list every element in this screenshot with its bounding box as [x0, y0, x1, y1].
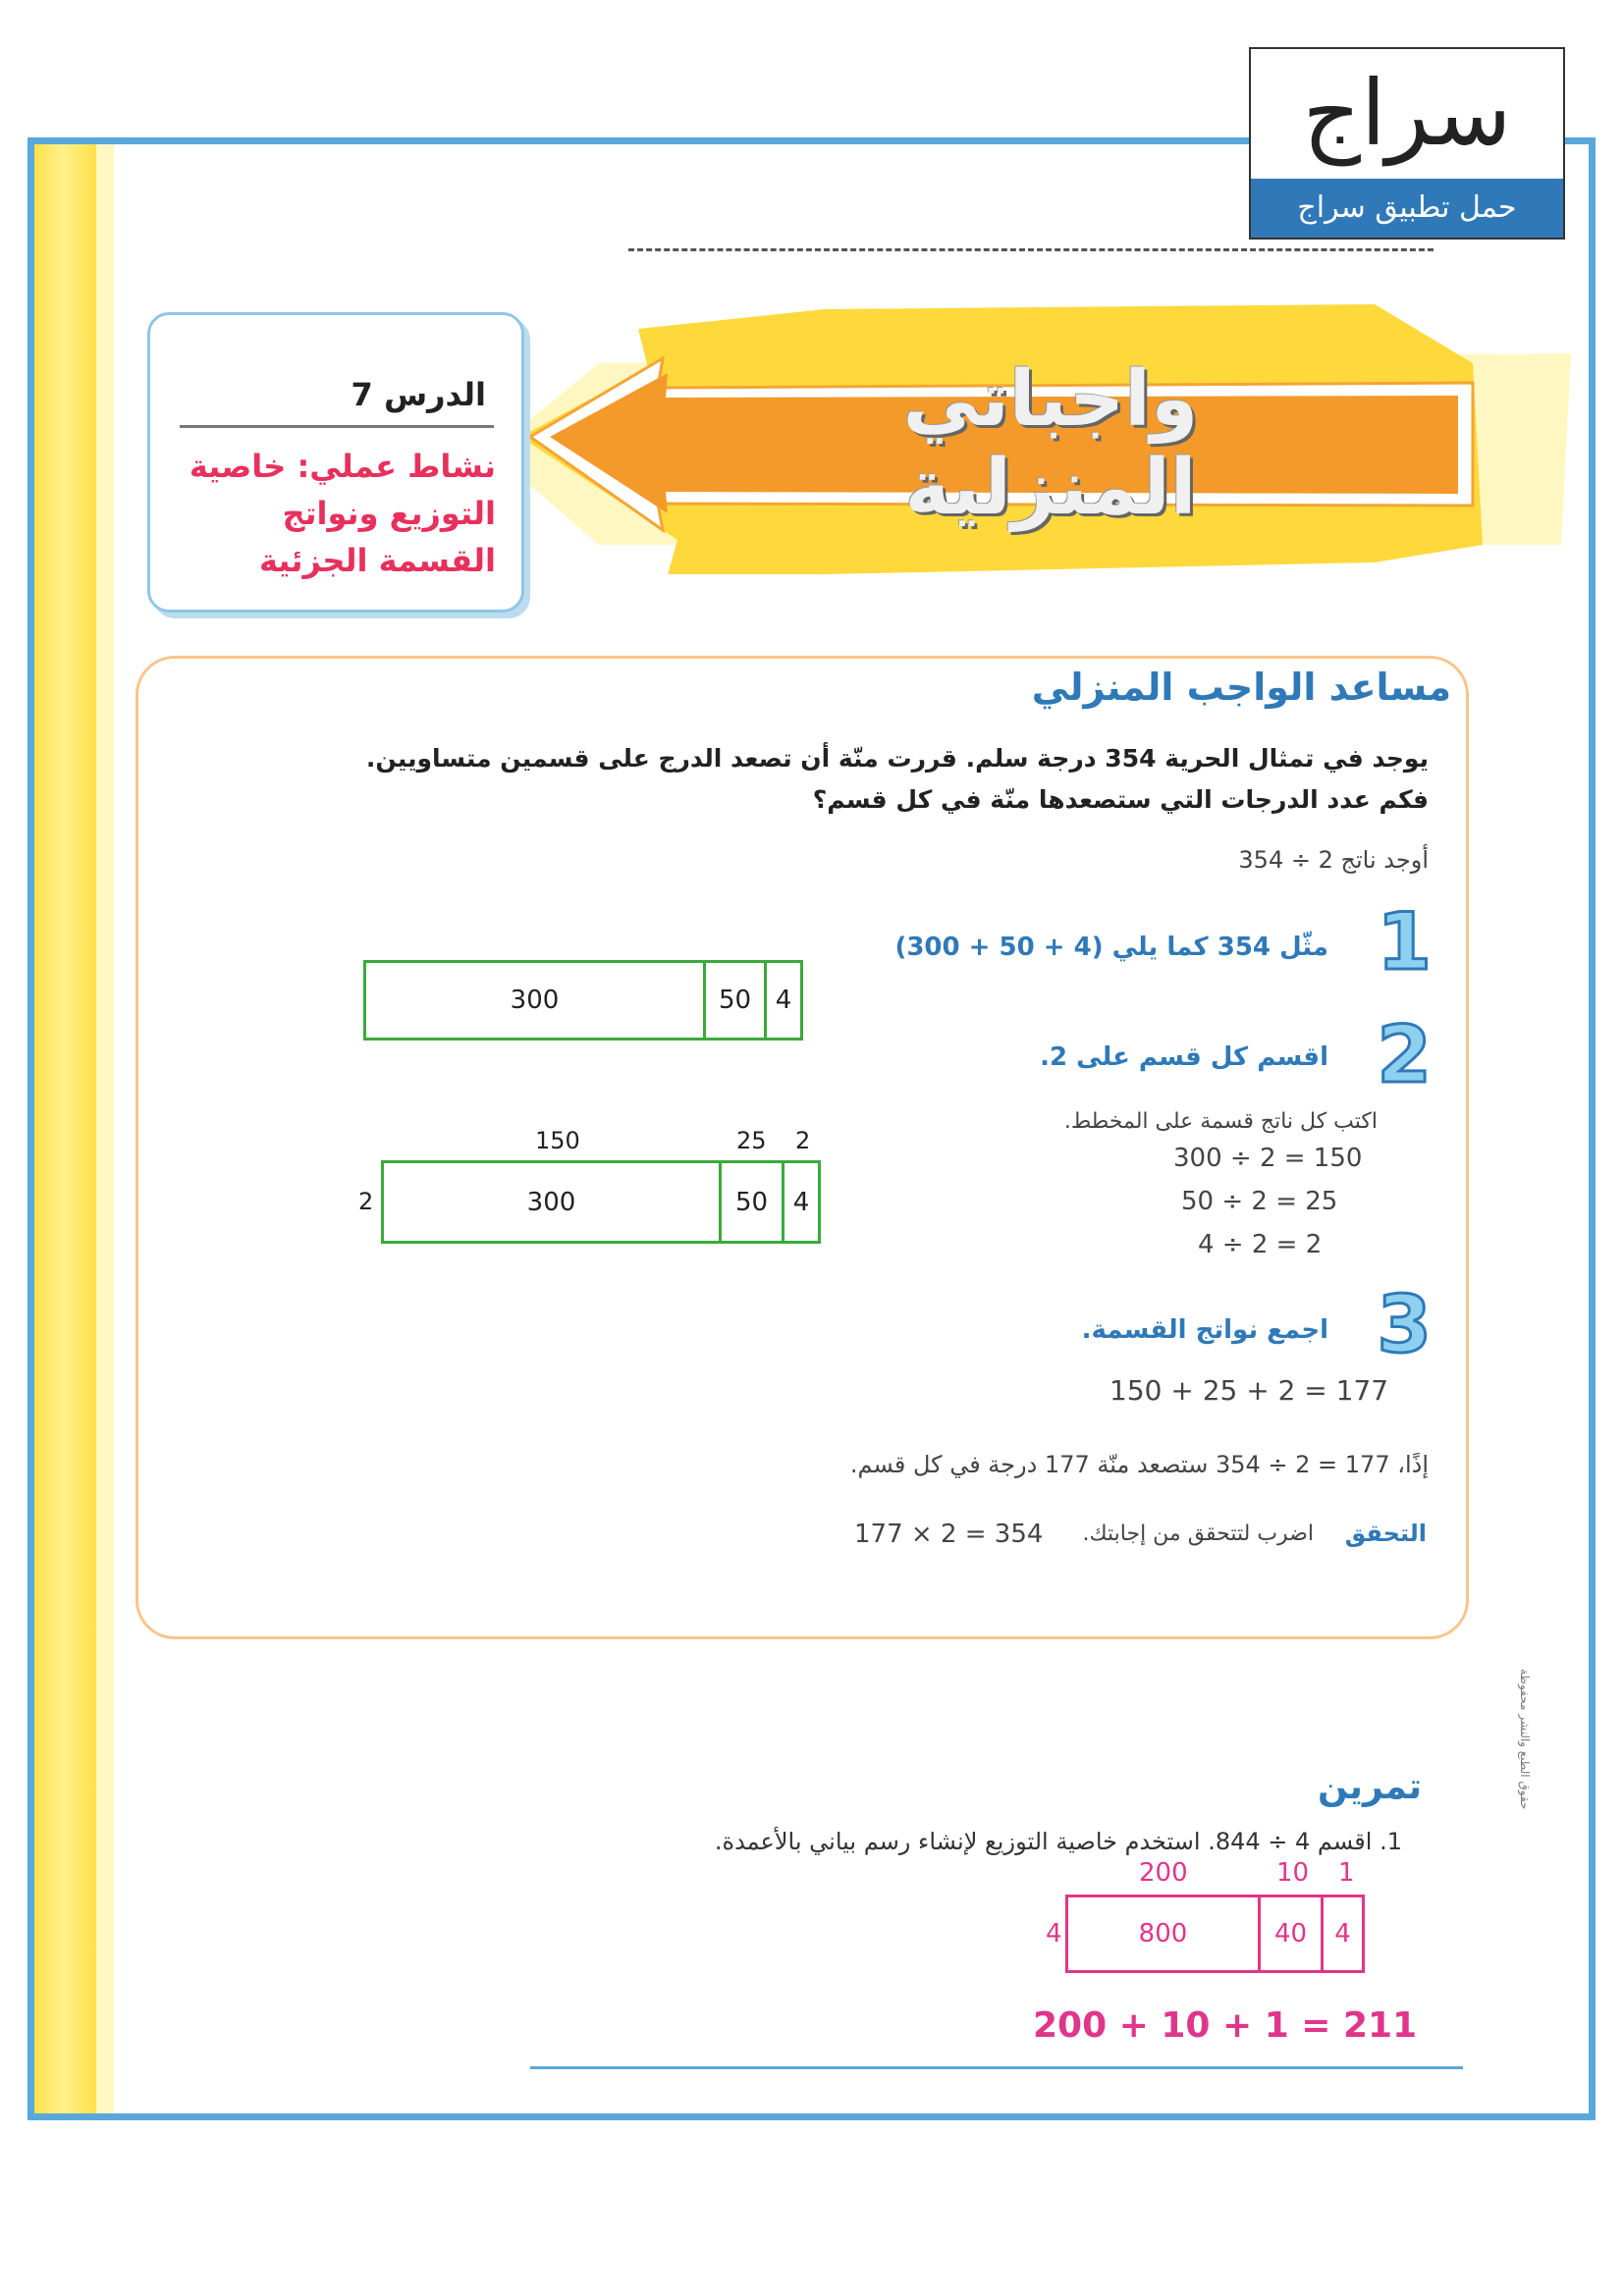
lesson-number: الدرس 7 — [351, 376, 486, 413]
step-2-eq-3: 4 ÷ 2 = 2 — [1198, 1230, 1323, 1259]
step-3-text: اجمع نواتج القسمة. — [1081, 1315, 1328, 1345]
logo-wordmark: سراج — [1302, 61, 1512, 166]
exercise-heading: تمرين — [1318, 1767, 1422, 1807]
problem-line-1: يوجد في تمثال الحرية 354 درجة سلم. قررت منّة أن تصعد الدرج على قسمين متساويين. — [365, 744, 1429, 773]
step-2-bar-model — [381, 1160, 821, 1244]
exercise-bar-model — [1065, 1895, 1365, 1973]
bar-cell-4: 4 — [1334, 1919, 1351, 1949]
step-3-number: 3 — [1377, 1279, 1432, 1370]
exercise-quotient-10: 10 — [1276, 1858, 1310, 1888]
bar-cell-50: 50 — [706, 963, 767, 1038]
exercise-question-1: 1. اقسم 4 ÷ 844. استخدم خاصية التوزيع لإنشاء رسم بياني بالأعمدة. — [714, 1828, 1402, 1855]
check-label: التحقق — [1344, 1520, 1427, 1547]
copyright-note: حقوق الطبع والنشر محفوظة — [1518, 1669, 1532, 1810]
step-2-divisor: 2 — [358, 1188, 374, 1215]
exercise-quotient-200: 200 — [1139, 1858, 1188, 1888]
find-instruction: أوجد ناتج 2 ÷ 354 — [1238, 846, 1429, 874]
lesson-divider — [180, 425, 494, 428]
bar-cell-4: 4 — [775, 986, 792, 1015]
exercise-quotient-1: 1 — [1338, 1858, 1355, 1888]
step-1-number: 1 — [1377, 896, 1432, 988]
yellow-side-strip-light — [96, 144, 114, 2113]
bar-cell-50: 50 — [722, 1163, 784, 1241]
conclusion: إذًا، 177 = 2 ÷ 354 ستصعد منّة 177 درجة في كل قسم. — [849, 1451, 1429, 1478]
quotient-25: 25 — [736, 1127, 767, 1154]
step-2-text: اقسم كل قسم على 2. — [1040, 1042, 1328, 1072]
siraj-logo[interactable] — [1249, 47, 1565, 240]
bar-cell-800: 800 — [1068, 1897, 1261, 1970]
step-2-eq-1: 300 ÷ 2 = 150 — [1173, 1144, 1363, 1173]
step-2-eq-2: 50 ÷ 2 = 25 — [1181, 1187, 1338, 1216]
quotient-2: 2 — [795, 1127, 811, 1154]
helper-heading: مساعد الواجب المنزلي — [1031, 666, 1451, 709]
exercise-answer: 200 + 10 + 1 = 211 — [1033, 2005, 1418, 2046]
check-text: اضرب لتتحقق من إجابتك. — [1082, 1522, 1314, 1546]
step-1-text: مثّل 354 كما يلي (4 + 50 + 300) — [894, 933, 1328, 962]
step-3-eq: 150 + 25 + 2 = 177 — [1109, 1374, 1389, 1407]
check-eq: 177 × 2 = 354 — [854, 1520, 1044, 1549]
yellow-side-strip — [34, 144, 96, 2113]
bar-cell-300: 300 — [384, 1163, 722, 1241]
problem-line-2: فكم عدد الدرجات التي ستصعدها منّة في كل قسم؟ — [812, 785, 1429, 814]
lesson-subtitle: نشاط عملي: خاصية التوزيع ونواتج القسمة الجزئية — [189, 448, 496, 579]
step-2-note: اكتب كل ناتج قسمة على المخطط. — [1063, 1109, 1378, 1134]
bar-cell-300: 300 — [366, 963, 706, 1038]
quotient-150: 150 — [535, 1127, 580, 1154]
bar-cell-40: 40 — [1261, 1897, 1324, 1970]
lesson-card — [147, 312, 524, 613]
step-2-number: 2 — [1377, 1009, 1432, 1100]
exercise-divisor: 4 — [1046, 1919, 1062, 1949]
banner-title: واجباتي المنزلية — [902, 355, 1199, 532]
step-1-bar-model — [363, 960, 803, 1041]
answer-line — [530, 2066, 1463, 2069]
logo-tagline: حمل تطبيق سراج — [1251, 179, 1563, 238]
bar-cell-4: 4 — [792, 1187, 810, 1217]
